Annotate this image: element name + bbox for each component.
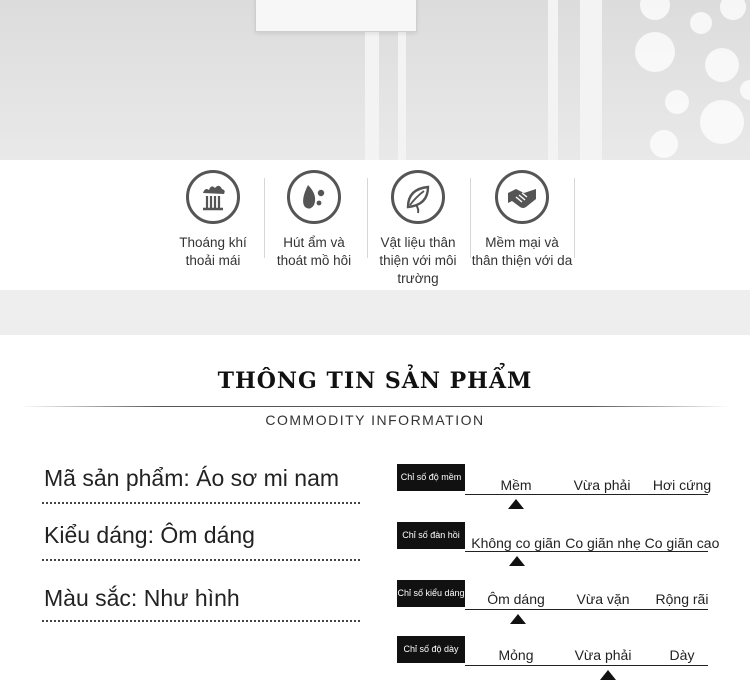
divider	[574, 178, 575, 258]
scale-tag-thickness: Chỉ số độ dày	[397, 636, 465, 663]
section-title: THÔNG TIN SẢN PHẨM	[217, 368, 533, 394]
spec-style: Kiểu dáng: Ôm dáng	[44, 522, 255, 548]
scale-line	[465, 609, 708, 610]
scale-option: Rộng rãi	[655, 591, 709, 607]
feature-sweat-absorb	[264, 170, 364, 270]
feature-eco	[368, 170, 468, 288]
feature-strip	[0, 160, 750, 290]
title-divider	[20, 406, 730, 407]
scale-option: Co giãn cao	[644, 535, 720, 551]
scale-tag-elasticity: Chỉ số đàn hồi	[397, 522, 465, 549]
product-photo	[0, 0, 750, 160]
feature-label: Mềm mại và thân thiện với da	[471, 235, 573, 268]
scale-option: Vừa phải	[573, 477, 631, 493]
scale-option: Dày	[669, 647, 695, 663]
scale-option: Không co giãn	[471, 535, 561, 551]
feature-label: Vật liệu thân thiện với môi trường	[379, 235, 457, 286]
scale-option: Mỏng	[498, 647, 534, 663]
garment-label	[255, 0, 417, 32]
spec-color: Màu sắc: Như hình	[44, 585, 240, 611]
scale-tag-fit: Chỉ số kiểu dáng	[397, 580, 465, 607]
feature-label: Hút ẩm và thoát mồ hôi	[276, 235, 352, 268]
spec-dotted-line	[42, 559, 360, 561]
feature-soft	[470, 170, 574, 270]
sweat-absorb-icon	[287, 170, 341, 224]
scale-option: Mềm	[500, 477, 532, 493]
breathable-icon	[186, 170, 240, 224]
section-subtitle: COMMODITY INFORMATION	[265, 412, 485, 428]
scale-indicator	[510, 614, 526, 624]
scale-option: Vừa phải	[574, 647, 632, 663]
scale-indicator	[509, 556, 525, 566]
eco-leaf-icon	[391, 170, 445, 224]
scale-indicator	[508, 499, 524, 509]
spec-dotted-line	[42, 502, 360, 504]
section-separator	[0, 290, 750, 335]
scale-option: Co giãn nhẹ	[565, 535, 641, 551]
scale-line	[465, 494, 708, 495]
scale-option: Ôm dáng	[487, 591, 545, 607]
scale-indicator	[600, 670, 616, 680]
spec-product-code: Mã sản phẩm: Áo sơ mi nam	[44, 465, 340, 491]
scale-option: Vừa vặn	[576, 591, 630, 607]
scale-line	[465, 551, 708, 552]
scale-option: Hơi cứng	[652, 477, 712, 493]
scale-line	[465, 665, 708, 666]
feature-label: Thoáng khí thoải mái	[179, 235, 247, 268]
feature-breathable	[163, 170, 263, 270]
handshake-icon	[495, 170, 549, 224]
scale-tag-softness: Chỉ số độ mềm	[397, 464, 465, 491]
spec-dotted-line	[42, 620, 360, 622]
